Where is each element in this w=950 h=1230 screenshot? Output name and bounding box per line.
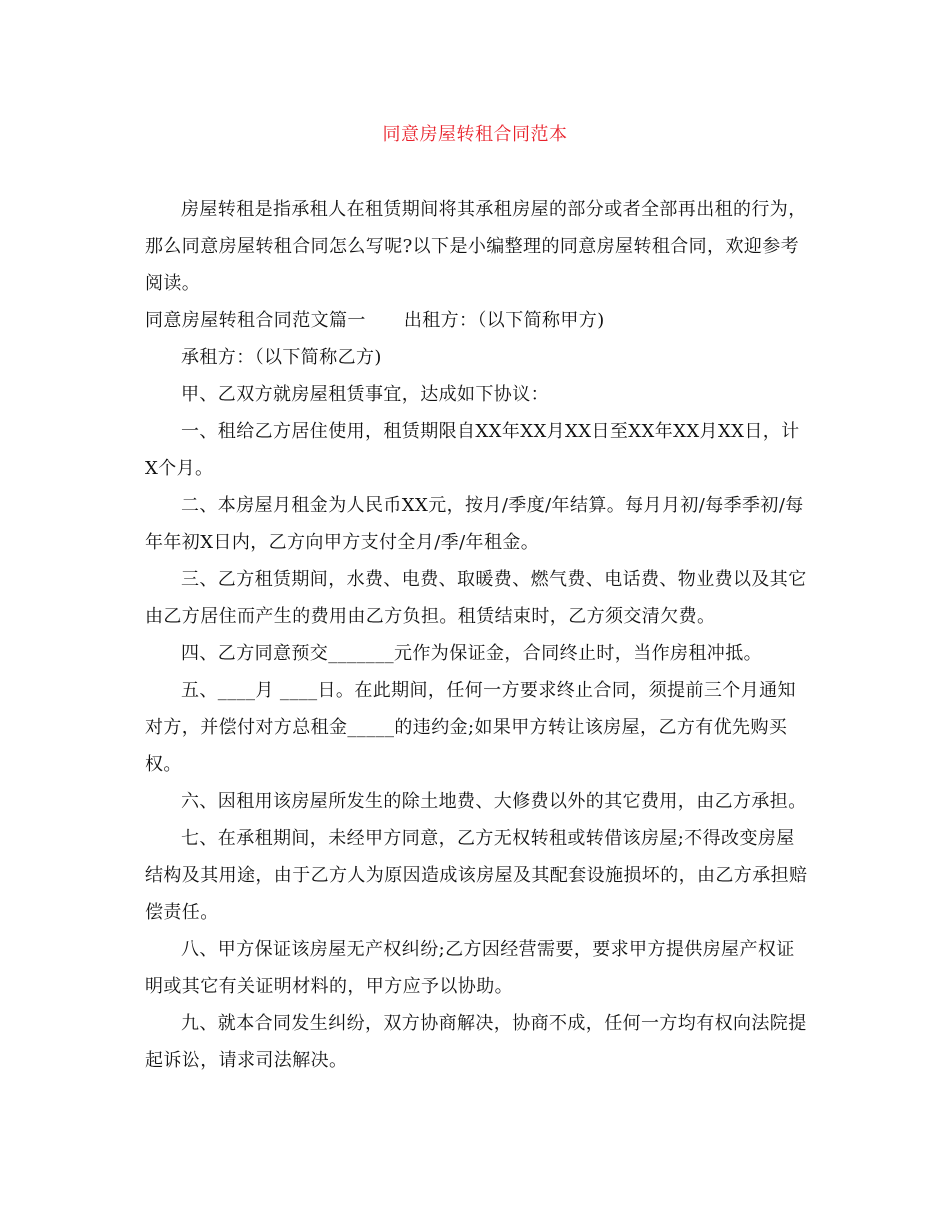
document-body bbox=[145, 191, 810, 1079]
clause-4: 四、乙方同意预交_______元作为保证金，合同终止时，当作房租冲抵。 bbox=[181, 643, 762, 664]
clause-9: 九、就本合同发生纠纷，双方协商解决，协商不成，任何一方均有权向法院提起诉讼，请求司法解决。 bbox=[145, 1013, 807, 1071]
clause-3: 三、乙方租赁期间，水费、电费、取暖费、燃气费、电话费、物业费以及其它由乙方居住而产生的费用由乙方负担。租赁结束时，乙方须交清欠费。 bbox=[145, 569, 807, 627]
lessee-line: 承租方：（以下简称乙方) bbox=[181, 347, 382, 368]
section-heading-line bbox=[145, 302, 810, 339]
clause-7: 七、在承租期间，未经甲方同意，乙方无权转租或转借该房屋;不得改变房屋结构及其用途，由于乙方人为原因造成该房屋及其配套设施损坏的，由乙方承担赔偿责任。 bbox=[145, 828, 808, 923]
clause-6: 六、因租用该房屋所发生的除土地费、大修费以外的其它费用，由乙方承担。 bbox=[181, 791, 807, 812]
clause-1: 一、租给乙方居住使用，租赁期限自XX年XX月XX日至XX年XX月XX日，计X个月。 bbox=[145, 421, 800, 479]
agreement-line: 甲、乙双方就房屋租赁事宜，达成如下协议： bbox=[181, 384, 549, 405]
section-heading: 同意房屋转租合同范文篇一 bbox=[145, 310, 366, 331]
clause-8: 八、甲方保证该房屋无产权纠纷;乙方因经营需要，要求甲方提供房屋产权证明或其它有关证明材料的，甲方应予以协助。 bbox=[145, 939, 795, 997]
lessor-line: 出租方：（以下简称甲方) bbox=[403, 310, 605, 331]
clause-2: 二、本房屋月租金为人民币XX元，按月/季度/年结算。每月月初/每季季初/每年年初X日内，乙方向甲方支付全月/季/年租金。 bbox=[145, 495, 804, 553]
document-title: 同意房屋转租合同范本 bbox=[382, 124, 568, 145]
intro-paragraph: 房屋转租是指承租人在租赁期间将其承租房屋的部分或者全部再出租的行为，那么同意房屋转租合同怎么写呢?以下是小编整理的同意房屋转租合同，欢迎参考阅读。 bbox=[145, 199, 807, 294]
clause-5: 五、____月 ____日。在此期间，任何一方要求终止合同，须提前三个月通知对方，并偿付对方总租金_____的违约金;如果甲方转让该房屋，乙方有优先购买权。 bbox=[145, 680, 796, 775]
